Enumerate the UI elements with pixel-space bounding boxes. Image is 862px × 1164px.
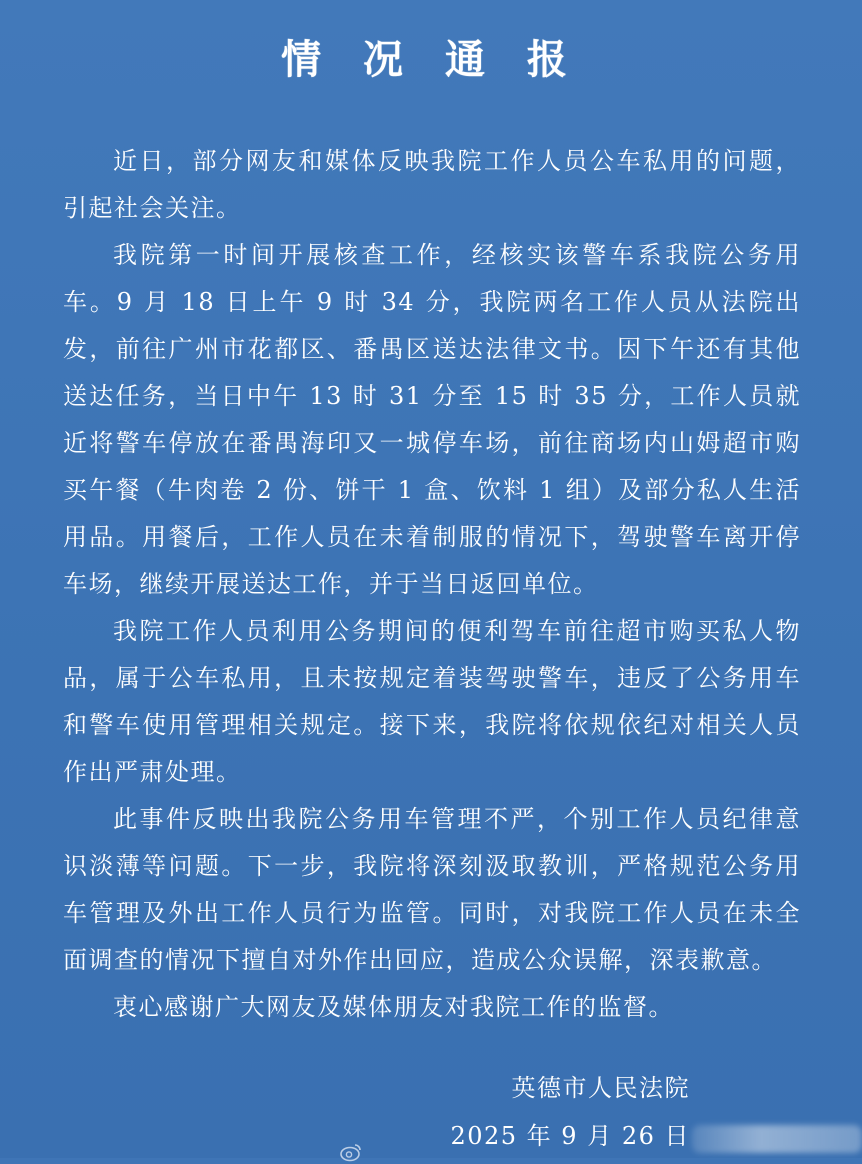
weibo-icon — [340, 1142, 362, 1162]
paragraph-5: 衷心感谢广大网友及媒体朋友对我院工作的监督。 — [113, 993, 674, 1021]
signature-date: 2025 年 9 月 26 日 — [450, 1122, 690, 1150]
signature-org: 英德市人民法院 — [511, 1074, 690, 1102]
paragraph-1: 近日，部分网友和媒体反映我院工作人员公车私用的问题，引起社会关注。 — [63, 147, 801, 222]
paragraph-4: 此事件反映出我院公务用车管理不严，个别工作人员纪律意识淡薄等问题。下一步，我院将深刻汲取教训，严格规范公务用车管理及外出工作人员行为监管。同时，对我院工作人员在未全面调查的情况下擅自对外作出回应，造成公众误解，深表歉意。 — [63, 805, 801, 974]
signature-block — [450, 1064, 690, 1160]
notice-body — [63, 138, 801, 1031]
paragraph-2: 我院第一时间开展核查工作，经核实该警车系我院公务用车。9 月 18 日上午 9 时 34 分，我院两名工作人员从法院出发，前往广州市花都区、番禺区送达法律文书。因下午还有其他送达任务，当日中午 13 时 31 分至 15 时 35 分，工作人员就近将警车停放在番禺海印又一城停车场，前往商场内山姆超市购买午餐（牛肉卷 2 份、饼干 1 盒、饮料 1 组）及部分私人生活用品。用餐后，工作人员在未着制服的情况下，驾驶警车离开停车场，继续开展送达工作，并于当日返回单位。 — [63, 241, 801, 598]
paragraph-3: 我院工作人员利用公务期间的便利驾车前往超市购买私人物品，属于公车私用，且未按规定着装驾驶警车，违反了公务用车和警车使用管理相关规定。接下来，我院将依规依纪对相关人员作出严肃处理。 — [63, 617, 801, 786]
weibo-watermark — [340, 1140, 368, 1164]
blurred-overlay — [692, 1125, 862, 1153]
notice-title: 情 况 通 报 — [281, 36, 581, 83]
